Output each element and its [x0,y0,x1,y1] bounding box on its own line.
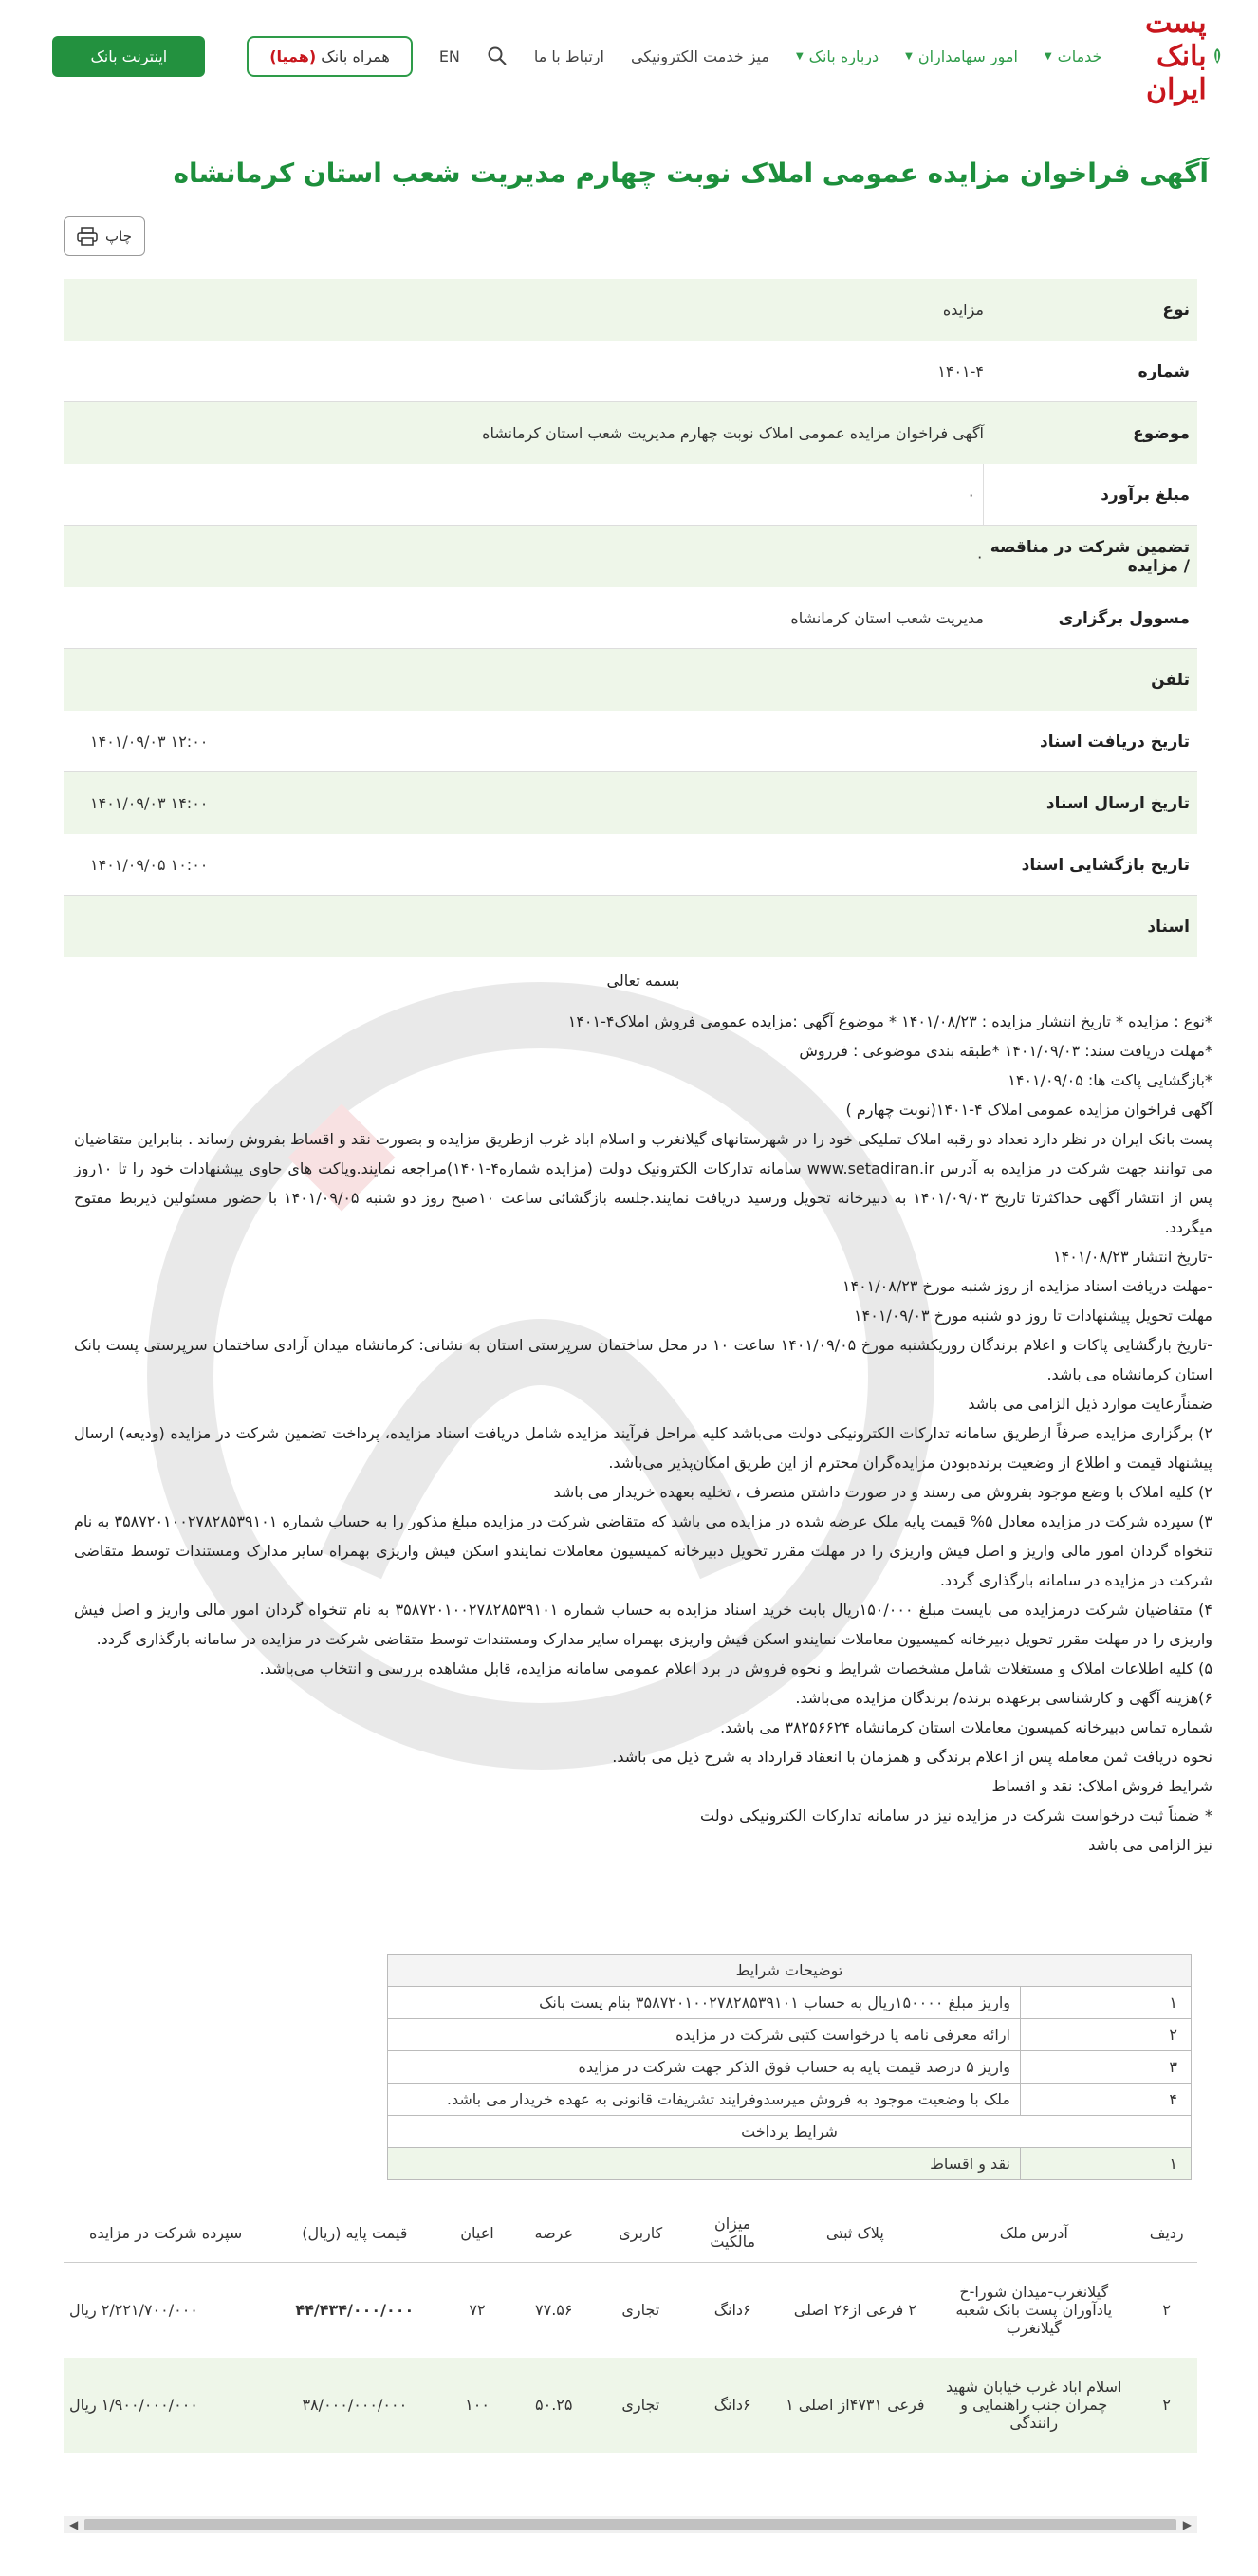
mobile-bank-button[interactable]: همراه بانک (همپا) [247,36,413,77]
conditions-table [387,1954,1192,2180]
text-line: ۲) برگزاری مزایده صرفاً ازطریق سامانه تدارکات الکترونیکی دولت می‌باشد کلیه مراحل فرآیند مزایده شامل دریافت اسناد مزایده، پرداخت تضمین شرکت در مزایده (ودیعه) ارسال پیشنهاد قیمت و اطلاع از وضعیت برنده‌بودن مزایده‌گران محترم از این طریق امکان‌پذیر می‌باشد. [74,1424,1212,1472]
text-line: شماره تماس دبیرخانه کمیسون معاملات استان کرمانشاه ۳۸۲۵۶۶۲۴ می باشد. [720,1718,1212,1736]
print-button[interactable]: چاپ [64,216,145,256]
info-row-guarantee: تضمین شرکت در مناقصه / مزایده ۰ [64,526,1197,587]
nav-e-services[interactable]: میز خدمت الکترونیکی [630,46,769,65]
table-row: ۲ گیلانغرب-میدان شورا-خ یادآوران پست بانک شعبه گیلانغرب ۲ فرعی از۲۶ اصلی ۶دانگ تجاری ۷۷.۵۶ ۷۲ ۴۴/۴۳۴/۰۰۰/۰۰۰ ۲/۲۲۱/۷۰۰/۰۰۰ ریال [64,2263,1197,2358]
text-line: نحوه دریافت ثمن معامله پس از اعلام برندگی و همزمان با انعقاد قرارداد به شرح ذیل می باشد. [612,1748,1212,1766]
announcement-text [74,966,1212,1860]
table-header-row: ردیف آدرس ملک پلاک ثبتی میزان مالکیت کاربری عرصه اعیان قیمت پایه (ریال) سپرده شرکت در مزایده [64,2203,1197,2263]
info-row-receive-date: تاریخ دریافت اسناد ۱۴۰۱/۰۹/۰۳ ۱۲:۰۰ [64,711,1197,772]
text-line: *نوع : مزایده * تاریخ انتشار مزایده : ۱۴۰۱/۰۸/۲۳ * موضوع آگهی :مزایده عمومی فروش املاک۴-۱۴۰۱ [567,1012,1212,1030]
text-line: -تاریخ بازگشایی پاکات و اعلام برندگان روزیکشنبه مورخ ۱۴۰۱/۰۹/۰۵ ساعت ۱۰ در محل ساختمان سرپرستی استان به نشانی: کرمانشاه میدان آزادی ساختمان سرپرستی پست بانک استان کرمانشاه می باشد. [74,1336,1212,1383]
text-line: شرایط فروش املاک: نقد و اقساط [991,1777,1212,1795]
scroll-right-icon[interactable]: ▶ [1182,2518,1192,2531]
scroll-left-icon[interactable]: ◀ [69,2518,79,2531]
horizontal-scrollbar[interactable] [64,2516,1197,2533]
payment-title: شرایط پرداخت [388,2116,1192,2148]
text-line: پست بانک ایران در نظر دارد تعداد دو رقبه املاک تملیکی خود را در شهرستانهای گیلانغرب و اسلام اباد غرب ازطریق مزایده و بصورت نقد و اقساط بفروش رساند . بنابراین متقاضیان می توانند جهت شرکت در مزایده به آدرس www.setadiran.ir سامانه تدارکات الکترونیک دولت (مزایده شماره۴-۱۴۰۱)مراجعه نمایند.وپاکت های حاوی پیشنهادات خود را تا ۱۰روز پس از انتشار آگهی حداکثرتا تاریخ ۱۴۰۱/۰۹/۰۳ به دبیرخانه تحویل ورسید دریافت نمایند.جلسه بازگشائی ساعت ۱۰صبح روز دو شنبه ۱۴۰۱/۰۹/۰۵ با حضور مسئولین ذیربط مفتوح میگردد. [74,1130,1213,1236]
info-row-open-date: تاریخ بازگشایی اسناد ۱۴۰۱/۰۹/۰۵ ۱۰:۰۰ [64,834,1197,896]
info-row-type: نوع مزایده [64,279,1197,341]
info-row-send-date: تاریخ ارسال اسناد ۱۴۰۱/۰۹/۰۳ ۱۴:۰۰ [64,772,1197,834]
internet-bank-button[interactable]: اینترنت بانک [52,36,205,77]
info-row-organizer: مسوول برگزاری مدیریت شعب استان کرمانشاه [64,587,1197,649]
info-row-documents: اسناد [64,896,1197,957]
nav-services[interactable]: خدمات ▼ [1044,46,1102,65]
site-header [0,0,1258,112]
bismillah: بسمه تعالی [606,972,680,990]
text-line: *بازگشایی پاکت ها: ۱۴۰۱/۰۹/۰۵ [1008,1071,1212,1089]
chevron-down-icon: ▼ [795,50,804,62]
text-line: *مهلت دریافت سند: ۱۴۰۱/۰۹/۰۳ *طبقه بندی موضوعی : فرروش [799,1042,1212,1060]
scrollbar-thumb[interactable] [84,2519,1176,2530]
table-row: ۲ اسلام اباد غرب خیابان شهید چمران جنب راهنمایی و رانندگی فرعی ۴۷۳۱از اصلی ۱ ۶دانگ تجاری ۵۰.۲۵ ۱۰۰ ۳۸/۰۰۰/۰۰۰/۰۰۰ ۱/۹۰۰/۰۰۰/۰۰۰ ریال [64,2358,1197,2453]
info-row-estimate: مبلغ برآورد ۰ [64,464,1197,526]
chevron-down-icon: ▼ [905,50,913,62]
language-switch[interactable]: EN [438,46,460,65]
nav-about[interactable]: درباره بانک ▼ [795,46,879,65]
logo[interactable] [1130,7,1222,106]
text-line: ۵) کلیه اطلاعات املاک و مستغلات شامل مشخصات شرایط و نحوه فروش در برد اعلام عمومی سامانه مزایده، قابل مشاهده بررسی و انتخاب می‌باشد. [259,1659,1212,1677]
search-icon[interactable] [487,46,508,66]
table-row: ۱ نقد و اقساط [388,2148,1192,2180]
text-line: -مهلت دریافت اسناد مزایده از روز شنبه مورخ ۱۴۰۱/۰۸/۲۳ [842,1277,1212,1295]
info-row-number: شماره ۱۴۰۱-۴ [64,341,1197,402]
text-line: ضمناًرعایت موارد ذیل الزامی می باشد [968,1395,1212,1413]
main-nav [52,36,1101,77]
chevron-down-icon: ▼ [1044,50,1052,62]
nav-shareholders[interactable]: امور سهامداران ▼ [905,46,1018,65]
text-line: آگهی فراخوان مزایده عمومی املاک ۴-۱۴۰۱(نوبت چهارم ) [845,1101,1212,1119]
property-table [64,2203,1197,2453]
text-line: مهلت تحویل پیشنهادات تا روز دو شنبه مورخ ۱۴۰۱/۰۹/۰۳ [854,1307,1212,1325]
text-line: -تاریخ انتشار ۱۴۰۱/۰۸/۲۳ [1053,1248,1212,1266]
info-row-subject: موضوع آگهی فراخوان مزایده عمومی املاک نوبت چهارم مدیریت شعب استان کرمانشاه [64,402,1197,464]
table-row: ۱ واریز مبلغ ۱۵۰۰۰۰ریال به حساب ۳۵۸۷۲۰۱۰۰۲۷۸۲۸۵۳۹۱۰۱ بنام پست بانک [388,1987,1192,2019]
text-line: ۶)هزینه آگهی و کارشناسی برعهده برنده/ برندگان مزایده می‌باشد. [795,1689,1212,1707]
nav-contact[interactable]: ارتباط با ما [533,46,604,65]
table-row: ۲ ارائه معرفی نامه یا درخواست کتبی شرکت در مزایده [388,2019,1192,2051]
text-line: ۳) سپرده شرکت در مزایده معادل ۵% قیمت پایه ملک عرضه شده در مزایده می باشد که متقاضی شرکت در مزایده مبلغ مذکور را به حساب شماره ۳۵۸۷۲۰۱۰۰۲۷۸۲۸۵۳۹۱۰۱ به نام تنخواه گردان امور مالی واریز و اصل فیش واریزی را در مهلت مقرر تحویل دبیرخانه کمیسیون معاملات نمایندو اسکن فیش واریزی بهمراه سایر مدارک ومستندات توسط متقاضی شرکت در مزایده در سامانه بارگذاری گردد. [74,1512,1213,1589]
page-title: آگهی فراخوان مزایده عمومی املاک نوبت چهارم مدیریت شعب استان کرمانشاه [173,158,1209,189]
table-row: ۴ ملک با وضعیت موجود به فروش میرسدوفرایند تشریفات قانونی به عهده خریدار می باشد. [388,2084,1192,2116]
logo-mark-icon [1212,35,1222,77]
text-line: * ضمناً ثبت درخواست شرکت در مزایده نیز در سامانه تدارکات الکترونیکی دولت نیز الزامی می باشد [700,1807,1212,1854]
logo-text: پست بانک ایران [1145,6,1207,106]
text-line: ۴) متقاضیان شرکت درمزایده می بایست مبلغ ۱۵۰/۰۰۰ریال بابت خرید اسناد مزایده به حساب شماره ۳۵۸۷۲۰۱۰۰۲۷۸۲۸۵۳۹۱۰۱ به نام تنخواه گردان امور مالی واریز و اصل فیش واریزی را در مهلت مقرر تحویل دبیرخانه کمیسیون معاملات نمایندو اسکن فیش واریزی بهمراه سایر مدارک ومستندات توسط متقاضی شرکت در مزایده در سامانه بارگذاری گردد. [74,1601,1213,1648]
info-row-phone: تلفن [64,649,1197,711]
table-row: ۳ واریز ۵ درصد قیمت پایه به حساب فوق الذکر جهت شرکت در مزایده [388,2051,1192,2084]
tender-info-table [64,279,1197,957]
printer-icon [77,227,98,246]
conditions-title: توضیحات شرایط [388,1955,1192,1987]
text-line: ۲) کلیه املاک با وضع موجود بفروش می رسند و در صورت داشتن متصرف ، تخلیه بعهده خریدار می باشد [553,1483,1212,1501]
